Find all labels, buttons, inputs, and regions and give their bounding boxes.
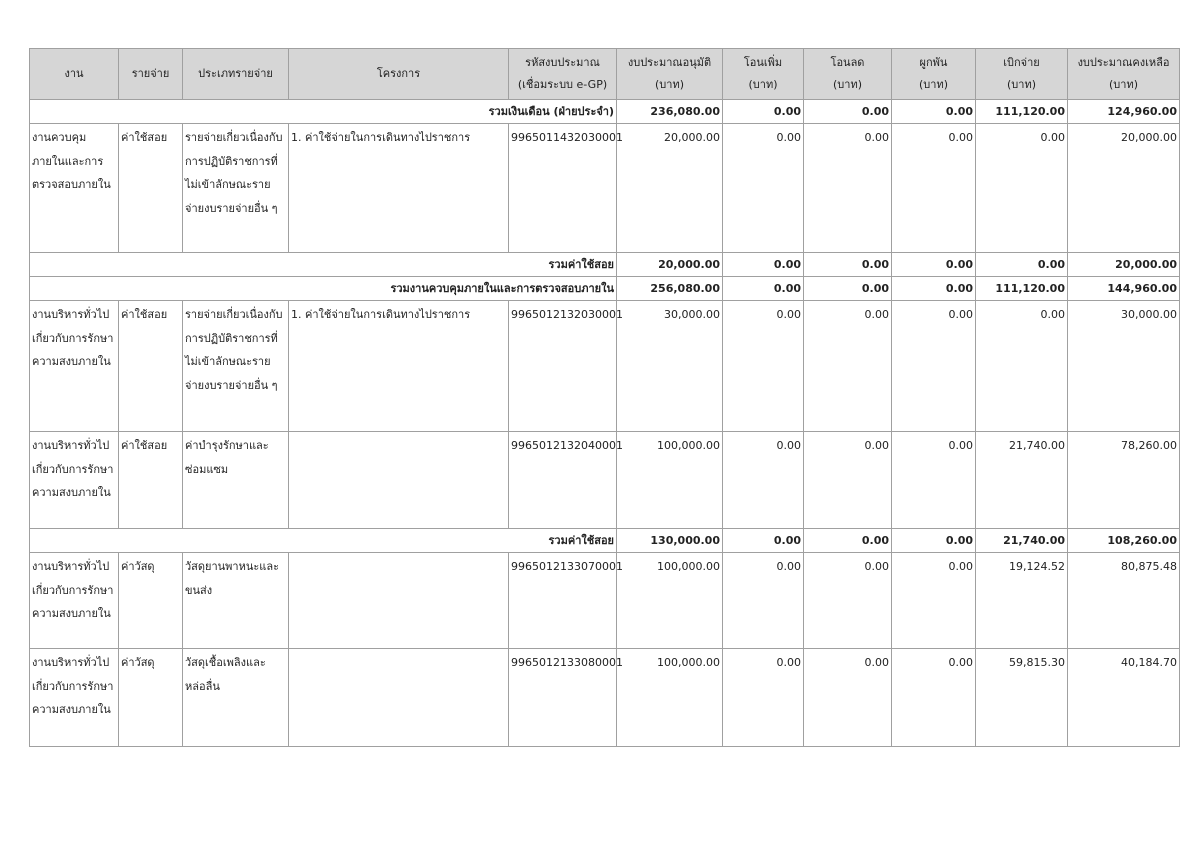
cell-commitment: 0.00 [892,301,976,432]
cell-transfer-out: 0.00 [804,432,892,529]
cell-commitment: 0.00 [892,553,976,649]
cell-project: 1. ค่าใช้จ่ายในการเดินทางไปราชการ [289,301,509,432]
cell-budget-code: 9965011432030001 [509,124,617,253]
cell-disbursed: 19,124.52 [976,553,1068,649]
cell-approved: 100,000.00 [617,649,723,747]
cell-project: 1. ค่าใช้จ่ายในการเดินทางไปราชการ [289,124,509,253]
cell-job: งานบริหารทั่วไปเกี่ยวกับการรักษาความสงบภายใน [30,649,119,747]
cell-transfer-out: 0.00 [804,553,892,649]
cell-remaining: 144,960.00 [1068,277,1180,301]
cell-remaining: 20,000.00 [1068,124,1180,253]
cell-expense-type: วัสดุเชื้อเพลิงและหล่อลื่น [183,649,289,747]
cell-job: งานบริหารทั่วไปเกี่ยวกับการรักษาความสงบภายใน [30,432,119,529]
cell-approved: 130,000.00 [617,529,723,553]
cell-transfer-out: 0.00 [804,277,892,301]
summary-row-internal-control [30,277,1180,301]
cell-commitment: 0.00 [892,253,976,277]
header-expense-type: ประเภทรายจ่าย [183,49,289,100]
summary-row-use-2 [30,529,1180,553]
cell-job: งานบริหารทั่วไปเกี่ยวกับการรักษาความสงบภายใน [30,301,119,432]
cell-expense: ค่าใช้สอย [119,301,183,432]
cell-approved: 236,080.00 [617,100,723,124]
cell-transfer-out: 0.00 [804,529,892,553]
summary-label: รวมเงินเดือน (ฝ่ายประจำ) [30,100,617,124]
cell-transfer-out: 0.00 [804,301,892,432]
cell-commitment: 0.00 [892,100,976,124]
table-row [30,124,1180,253]
cell-remaining: 80,875.48 [1068,553,1180,649]
cell-approved: 256,080.00 [617,277,723,301]
cell-project [289,553,509,649]
cell-approved: 20,000.00 [617,124,723,253]
header-commitment: ผูกพัน (บาท) [892,49,976,100]
cell-expense-type: รายจ่ายเกี่ยวเนื่องกับการปฏิบัติราชการที่ไม่เข้าลักษณะรายจ่ายงบรายจ่ายอื่น ๆ [183,301,289,432]
cell-expense-type: รายจ่ายเกี่ยวเนื่องกับการปฏิบัติราชการที่ไม่เข้าลักษณะรายจ่ายงบรายจ่ายอื่น ๆ [183,124,289,253]
cell-job: งานบริหารทั่วไปเกี่ยวกับการรักษาความสงบภายใน [30,553,119,649]
table-row [30,432,1180,529]
cell-disbursed: 0.00 [976,253,1068,277]
cell-commitment: 0.00 [892,124,976,253]
cell-project [289,649,509,747]
budget-table [29,48,1180,747]
cell-expense: ค่าใช้สอย [119,432,183,529]
table-row [30,649,1180,747]
cell-commitment: 0.00 [892,649,976,747]
header-remaining: งบประมาณคงเหลือ (บาท) [1068,49,1180,100]
cell-transfer-in: 0.00 [723,553,804,649]
cell-transfer-in: 0.00 [723,253,804,277]
summary-label: รวมค่าใช้สอย [30,253,617,277]
header-disbursed: เบิกจ่าย (บาท) [976,49,1068,100]
cell-remaining: 124,960.00 [1068,100,1180,124]
cell-transfer-in: 0.00 [723,277,804,301]
cell-disbursed: 0.00 [976,301,1068,432]
summary-label: รวมค่าใช้สอย [30,529,617,553]
cell-remaining: 40,184.70 [1068,649,1180,747]
summary-row-use-1 [30,253,1180,277]
header-approved: งบประมาณอนุมัติ (บาท) [617,49,723,100]
cell-job: งานควบคุมภายในและการตรวจสอบภายใน [30,124,119,253]
cell-commitment: 0.00 [892,529,976,553]
cell-disbursed: 111,120.00 [976,277,1068,301]
cell-project [289,432,509,529]
cell-budget-code: 9965012132040001 [509,432,617,529]
header-budget-code: รหัสงบประมาณ (เชื่อมระบบ e-GP) [509,49,617,100]
cell-transfer-out: 0.00 [804,124,892,253]
cell-expense-type: วัสดุยานพาหนะและขนส่ง [183,553,289,649]
cell-remaining: 20,000.00 [1068,253,1180,277]
cell-transfer-in: 0.00 [723,432,804,529]
cell-approved: 30,000.00 [617,301,723,432]
header-transfer-in: โอนเพิ่ม (บาท) [723,49,804,100]
summary-row-salary [30,100,1180,124]
cell-expense: ค่าวัสดุ [119,553,183,649]
cell-commitment: 0.00 [892,432,976,529]
cell-approved: 20,000.00 [617,253,723,277]
cell-transfer-in: 0.00 [723,100,804,124]
table-row [30,301,1180,432]
cell-expense-type: ค่าบำรุงรักษาและซ่อมแซม [183,432,289,529]
cell-budget-code: 9965012133070001 [509,553,617,649]
header-expense: รายจ่าย [119,49,183,100]
cell-remaining: 30,000.00 [1068,301,1180,432]
header-job: งาน [30,49,119,100]
header-transfer-out: โอนลด (บาท) [804,49,892,100]
cell-commitment: 0.00 [892,277,976,301]
cell-expense: ค่าใช้สอย [119,124,183,253]
cell-approved: 100,000.00 [617,432,723,529]
cell-disbursed: 111,120.00 [976,100,1068,124]
summary-label: รวมงานควบคุมภายในและการตรวจสอบภายใน [30,277,617,301]
cell-approved: 100,000.00 [617,553,723,649]
cell-disbursed: 21,740.00 [976,432,1068,529]
cell-remaining: 108,260.00 [1068,529,1180,553]
cell-transfer-in: 0.00 [723,301,804,432]
cell-disbursed: 0.00 [976,124,1068,253]
cell-transfer-in: 0.00 [723,649,804,747]
cell-transfer-out: 0.00 [804,100,892,124]
cell-expense: ค่าวัสดุ [119,649,183,747]
cell-transfer-out: 0.00 [804,253,892,277]
cell-remaining: 78,260.00 [1068,432,1180,529]
table-row [30,553,1180,649]
cell-disbursed: 59,815.30 [976,649,1068,747]
cell-transfer-in: 0.00 [723,529,804,553]
cell-budget-code: 9965012133080001 [509,649,617,747]
cell-transfer-in: 0.00 [723,124,804,253]
header-row [30,49,1180,100]
cell-transfer-out: 0.00 [804,649,892,747]
cell-disbursed: 21,740.00 [976,529,1068,553]
cell-budget-code: 9965012132030001 [509,301,617,432]
header-project: โครงการ [289,49,509,100]
